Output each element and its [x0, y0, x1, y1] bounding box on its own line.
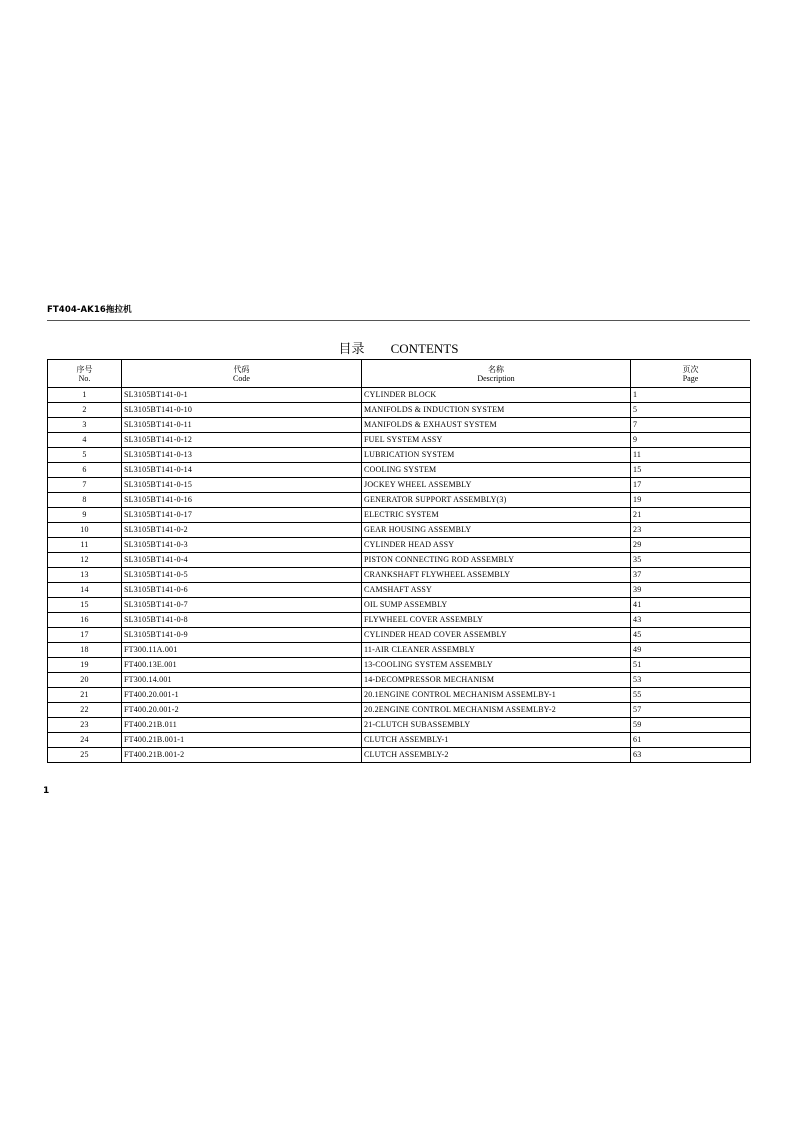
- description-cell: FLYWHEEL COVER ASSEMBLY: [362, 613, 631, 628]
- table-row: [48, 613, 751, 628]
- no-cell: 2: [48, 403, 122, 418]
- description-cell: MANIFOLDS & EXHAUST SYSTEM: [362, 418, 631, 433]
- code-cell: SL3105BT141-0-1: [122, 388, 362, 403]
- table-row: [48, 583, 751, 598]
- contents-heading-cn: 目录: [338, 341, 365, 356]
- page-cell: 39: [631, 583, 751, 598]
- page-cell: 53: [631, 673, 751, 688]
- code-cell: SL3105BT141-0-11: [122, 418, 362, 433]
- description-cell: 20.2ENGINE CONTROL MECHANISM ASSEMLBY-2: [362, 703, 631, 718]
- description-cell: CAMSHAFT ASSY: [362, 583, 631, 598]
- description-cell: CLUTCH ASSEMBLY-1: [362, 733, 631, 748]
- no-cell: 22: [48, 703, 122, 718]
- page-cell: 7: [631, 418, 751, 433]
- column-header-code-en: Code: [233, 373, 250, 383]
- column-header-page: [631, 360, 751, 388]
- contents-heading: [47, 338, 750, 357]
- no-cell: 21: [48, 688, 122, 703]
- description-cell: COOLING SYSTEM: [362, 463, 631, 478]
- code-cell: SL3105BT141-0-7: [122, 598, 362, 613]
- column-header-no-en: No.: [78, 373, 91, 383]
- table-row: [48, 598, 751, 613]
- page-cell: 57: [631, 703, 751, 718]
- description-cell: GENERATOR SUPPORT ASSEMBLY(3): [362, 493, 631, 508]
- no-cell: 17: [48, 628, 122, 643]
- description-cell: 13-COOLING SYSTEM ASSEMBLY: [362, 658, 631, 673]
- description-cell: CYLINDER BLOCK: [362, 388, 631, 403]
- description-cell: MANIFOLDS & INDUCTION SYSTEM: [362, 403, 631, 418]
- table-row: [48, 658, 751, 673]
- code-cell: SL3105BT141-0-10: [122, 403, 362, 418]
- table-row: [48, 463, 751, 478]
- table-row: [48, 478, 751, 493]
- code-cell: SL3105BT141-0-9: [122, 628, 362, 643]
- header-divider: [47, 320, 750, 321]
- code-cell: SL3105BT141-0-3: [122, 538, 362, 553]
- page-cell: 17: [631, 478, 751, 493]
- table-row: [48, 673, 751, 688]
- code-cell: FT400.21B.001-1: [122, 733, 362, 748]
- page-cell: 51: [631, 658, 751, 673]
- no-cell: 6: [48, 463, 122, 478]
- code-cell: SL3105BT141-0-16: [122, 493, 362, 508]
- table-row: [48, 493, 751, 508]
- no-cell: 1: [48, 388, 122, 403]
- no-cell: 25: [48, 748, 122, 763]
- code-cell: SL3105BT141-0-12: [122, 433, 362, 448]
- description-cell: 14-DECOMPRESSOR MECHANISM: [362, 673, 631, 688]
- page-cell: 1: [631, 388, 751, 403]
- no-cell: 19: [48, 658, 122, 673]
- no-cell: 3: [48, 418, 122, 433]
- page-cell: 35: [631, 553, 751, 568]
- column-header-code-cn: 代码: [233, 364, 250, 374]
- contents-table-body: [48, 388, 751, 763]
- contents-table: [47, 359, 751, 763]
- description-cell: CYLINDER HEAD ASSY: [362, 538, 631, 553]
- code-cell: SL3105BT141-0-6: [122, 583, 362, 598]
- page-cell: 61: [631, 733, 751, 748]
- column-header-code: [122, 360, 362, 388]
- code-cell: FT400.21B.011: [122, 718, 362, 733]
- no-cell: 12: [48, 553, 122, 568]
- code-cell: FT300.11A.001: [122, 643, 362, 658]
- no-cell: 23: [48, 718, 122, 733]
- code-cell: FT400.20.001-2: [122, 703, 362, 718]
- page-cell: 21: [631, 508, 751, 523]
- column-header-page-cn: 页次: [682, 364, 699, 374]
- page-cell: 11: [631, 448, 751, 463]
- code-cell: SL3105BT141-0-5: [122, 568, 362, 583]
- table-row: [48, 523, 751, 538]
- column-header-description: [362, 360, 631, 388]
- page-cell: 19: [631, 493, 751, 508]
- page-cell: 5: [631, 403, 751, 418]
- no-cell: 14: [48, 583, 122, 598]
- no-cell: 11: [48, 538, 122, 553]
- code-cell: SL3105BT141-0-15: [122, 478, 362, 493]
- table-row: [48, 508, 751, 523]
- no-cell: 13: [48, 568, 122, 583]
- column-header-description-cn: 名称: [488, 364, 504, 374]
- no-cell: 8: [48, 493, 122, 508]
- page-cell: 23: [631, 523, 751, 538]
- table-row: [48, 628, 751, 643]
- page-number: 1: [43, 786, 50, 796]
- no-cell: 9: [48, 508, 122, 523]
- table-row: [48, 568, 751, 583]
- column-header-description-en: Description: [477, 373, 515, 383]
- description-cell: CLUTCH ASSEMBLY-2: [362, 748, 631, 763]
- description-cell: 11-AIR CLEANER ASSEMBLY: [362, 643, 631, 658]
- table-row: [48, 388, 751, 403]
- table-row: [48, 403, 751, 418]
- no-cell: 24: [48, 733, 122, 748]
- table-header-row: [48, 360, 751, 388]
- description-cell: ELECTRIC SYSTEM: [362, 508, 631, 523]
- code-cell: FT300.14.001: [122, 673, 362, 688]
- code-cell: SL3105BT141-0-14: [122, 463, 362, 478]
- page-cell: 15: [631, 463, 751, 478]
- page-cell: 45: [631, 628, 751, 643]
- table-row: [48, 418, 751, 433]
- no-cell: 15: [48, 598, 122, 613]
- description-cell: JOCKEY WHEEL ASSEMBLY: [362, 478, 631, 493]
- table-row: [48, 448, 751, 463]
- no-cell: 10: [48, 523, 122, 538]
- table-row: [48, 643, 751, 658]
- description-cell: LUBRICATION SYSTEM: [362, 448, 631, 463]
- code-cell: SL3105BT141-0-2: [122, 523, 362, 538]
- no-cell: 16: [48, 613, 122, 628]
- table-row: [48, 538, 751, 553]
- description-cell: FUEL SYSTEM ASSY: [362, 433, 631, 448]
- description-cell: 21-CLUTCH SUBASSEMBLY: [362, 718, 631, 733]
- contents-heading-en: CONTENTS: [390, 341, 459, 356]
- no-cell: 7: [48, 478, 122, 493]
- code-cell: FT400.20.001-1: [122, 688, 362, 703]
- page-cell: 37: [631, 568, 751, 583]
- code-cell: FT400.13E.001: [122, 658, 362, 673]
- code-cell: FT400.21B.001-2: [122, 748, 362, 763]
- table-row: [48, 433, 751, 448]
- page-cell: 59: [631, 718, 751, 733]
- description-cell: GEAR HOUSING ASSEMBLY: [362, 523, 631, 538]
- description-cell: CRANKSHAFT FLYWHEEL ASSEMBLY: [362, 568, 631, 583]
- description-cell: CYLINDER HEAD COVER ASSEMBLY: [362, 628, 631, 643]
- table-row: [48, 703, 751, 718]
- document-header-title: FT404-AK16拖拉机: [47, 305, 132, 315]
- no-cell: 4: [48, 433, 122, 448]
- column-header-no-cn: 序号: [76, 364, 93, 374]
- page-cell: 55: [631, 688, 751, 703]
- table-row: [48, 748, 751, 763]
- description-cell: PISTON CONNECTING ROD ASSEMBLY: [362, 553, 631, 568]
- page-cell: 9: [631, 433, 751, 448]
- table-row: [48, 718, 751, 733]
- page-cell: 29: [631, 538, 751, 553]
- no-cell: 20: [48, 673, 122, 688]
- description-cell: 20.1ENGINE CONTROL MECHANISM ASSEMLBY-1: [362, 688, 631, 703]
- page-cell: 63: [631, 748, 751, 763]
- code-cell: SL3105BT141-0-17: [122, 508, 362, 523]
- table-row: [48, 553, 751, 568]
- no-cell: 5: [48, 448, 122, 463]
- code-cell: SL3105BT141-0-4: [122, 553, 362, 568]
- description-cell: OIL SUMP ASSEMBLY: [362, 598, 631, 613]
- page-cell: 49: [631, 643, 751, 658]
- page-cell: 41: [631, 598, 751, 613]
- column-header-no: [48, 360, 122, 388]
- column-header-page-en: Page: [682, 373, 699, 383]
- page-cell: 43: [631, 613, 751, 628]
- code-cell: SL3105BT141-0-13: [122, 448, 362, 463]
- no-cell: 18: [48, 643, 122, 658]
- code-cell: SL3105BT141-0-8: [122, 613, 362, 628]
- table-row: [48, 688, 751, 703]
- table-row: [48, 733, 751, 748]
